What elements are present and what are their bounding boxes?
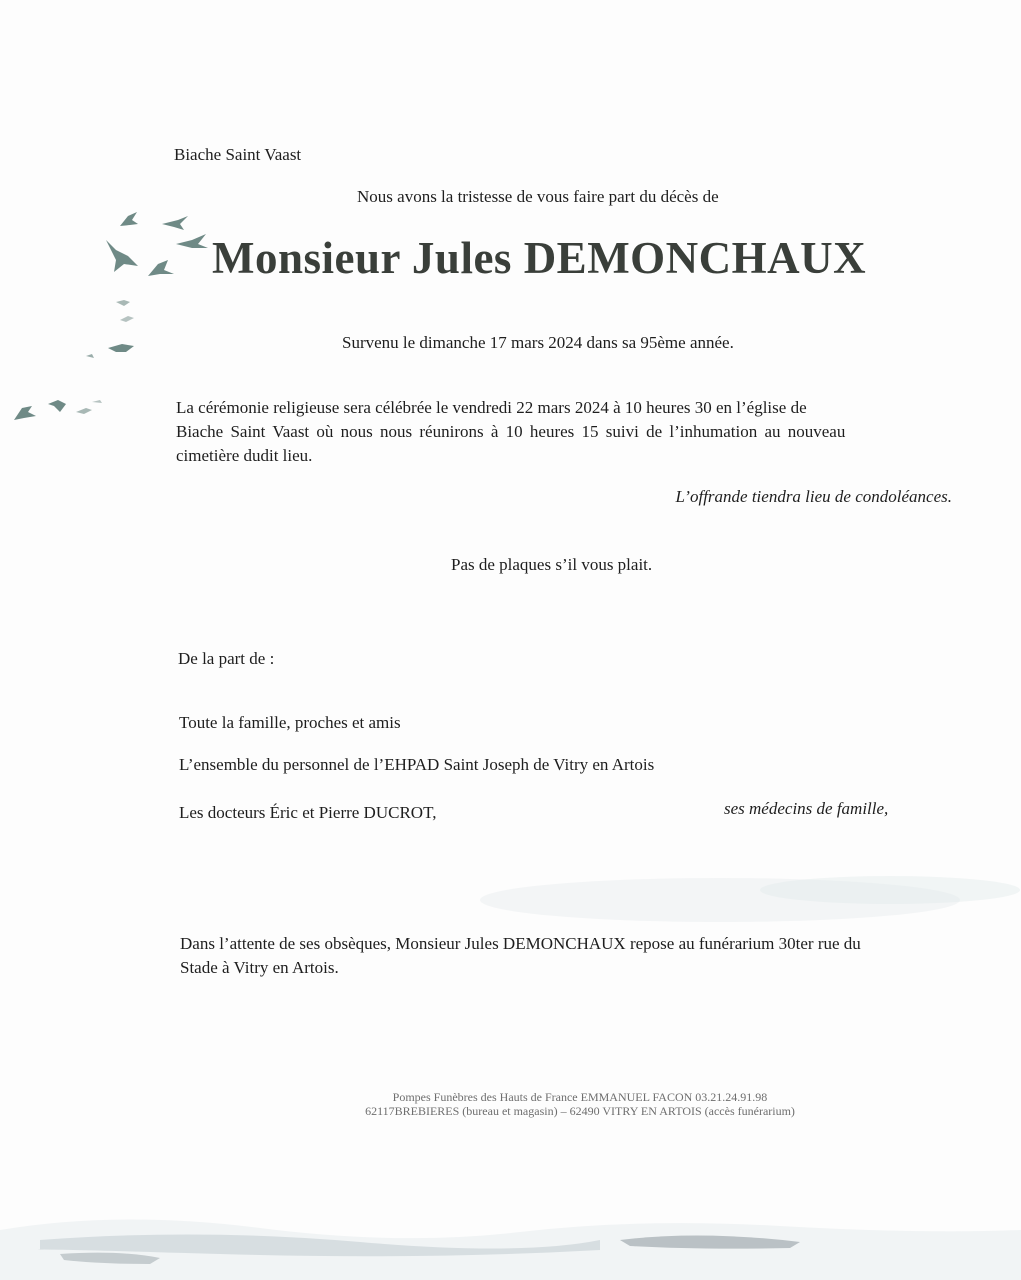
bird-icon xyxy=(48,400,66,412)
bird-icon xyxy=(120,316,134,322)
bird-icon xyxy=(120,212,138,226)
funerarium-line-1: Dans l’attente de ses obsèques, Monsieur Jules DEMONCHAUX repose au funérarium 30ter rue du xyxy=(180,934,861,953)
death-date-text: Survenu le dimanche 17 mars 2024 dans sa 95ème année. xyxy=(342,333,734,352)
offering-text: L’offrande tiendra lieu de condoléances. xyxy=(675,487,952,506)
bird-icon xyxy=(92,400,102,403)
location-text: Biache Saint Vaast xyxy=(174,145,302,164)
bottom-watercolor-decoration xyxy=(0,1170,1021,1280)
bird-icon xyxy=(148,260,174,276)
no-plaques-text: Pas de plaques s’il vous plait. xyxy=(451,555,653,574)
ceremony-line-3: cimetière dudit lieu. xyxy=(176,446,313,465)
bird-icon xyxy=(86,354,94,358)
deceased-name-title: Monsieur Jules DEMONCHAUX xyxy=(212,233,867,283)
bird-icon xyxy=(108,344,134,352)
funeral-home-name: Pompes Funèbres des Hauts de France EMMANUEL FACON 03.21.24.91.98 xyxy=(392,1090,768,1104)
family-text: Toute la famille, proches et amis xyxy=(179,713,401,732)
bird-icon xyxy=(106,240,138,272)
doctors-role-text: ses médecins de famille, xyxy=(724,799,889,818)
ceremony-paragraph xyxy=(176,396,953,468)
bird-icon xyxy=(76,408,92,414)
funerarium-line-2: Stade à Vitry en Artois. xyxy=(180,958,339,977)
intro-text: Nous avons la tristesse de vous faire part du décès de xyxy=(357,187,719,206)
bird-icon xyxy=(116,300,130,306)
ceremony-line-1: La cérémonie religieuse sera célébrée le vendredi 22 mars 2024 à 10 heures 30 en l’église de xyxy=(176,398,807,417)
watercolor-wash-decoration xyxy=(470,860,1021,940)
from-label: De la part de : xyxy=(178,649,275,668)
bird-icon xyxy=(162,216,188,230)
ceremony-line-2: Biache Saint Vaast où nous nous réunirons à 10 heures 15 suivi de l’inhumation au nouveau xyxy=(176,422,846,441)
bird-icon xyxy=(176,234,208,248)
funeral-home-address: 62117BREBIERES (bureau et magasin) – 62490 VITRY EN ARTOIS (accès funérarium) xyxy=(365,1104,795,1118)
doctors-text: Les docteurs Éric et Pierre DUCROT, xyxy=(179,803,437,822)
staff-text: L’ensemble du personnel de l’EHPAD Saint Joseph de Vitry en Artois xyxy=(179,755,655,774)
funerarium-paragraph xyxy=(180,932,952,980)
bird-icon xyxy=(14,406,36,420)
